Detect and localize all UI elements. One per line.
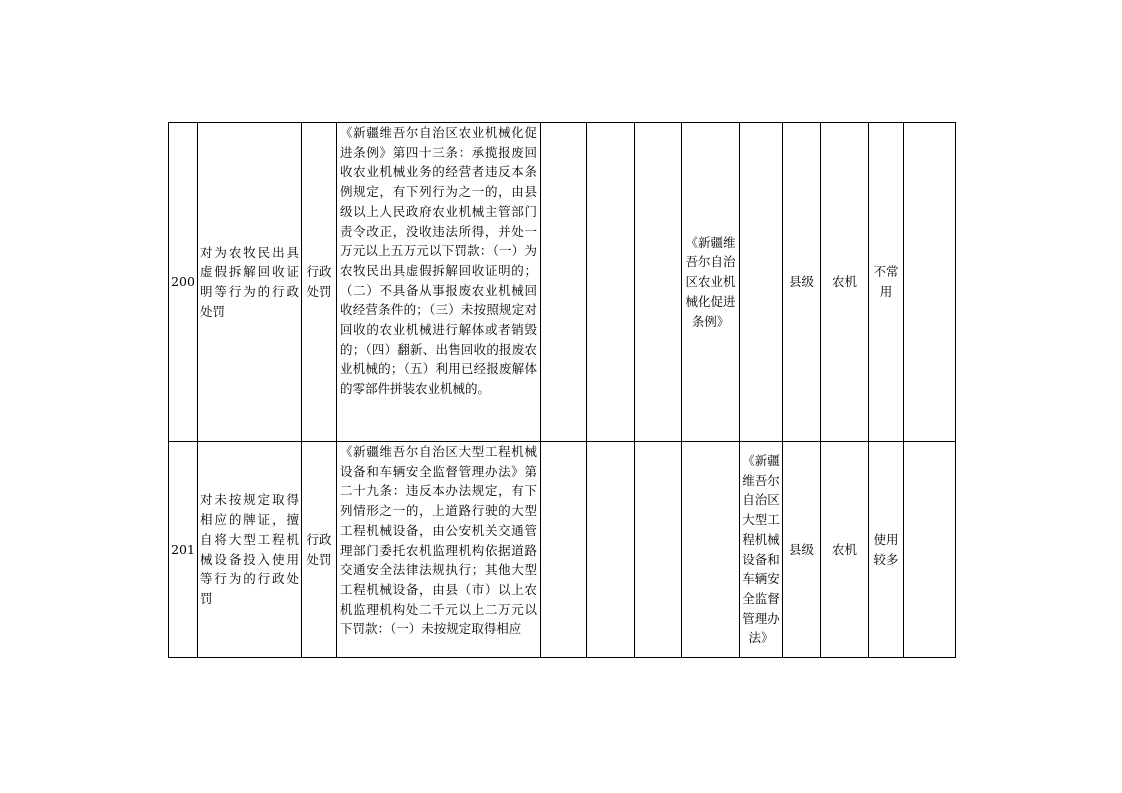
regulation-cell: 《新疆维吾尔自治区农业机械化促进条例》 [682, 123, 740, 442]
empty-cell [587, 442, 635, 658]
regulation-cell [682, 442, 740, 658]
level-cell: 县级 [783, 442, 821, 658]
empty-cell [587, 123, 635, 442]
frequency-cell: 不常用 [869, 123, 904, 442]
item-type: 行政处罚 [302, 442, 337, 658]
empty-cell [541, 442, 587, 658]
frequency-cell: 使用较多 [869, 442, 904, 658]
item-type: 行政处罚 [302, 123, 337, 442]
legal-basis-text: 《新疆维吾尔自治区农业机械化促进条例》第四十三条：承揽报废回收农业机械业务的经营者违反本条例规定，有下列行为之一的，由县级以上人民政府农业机械主管部门责令改正，没收违法所得，并处一万元以上五万元以下罚款：（一）为农牧民出具虚假拆解回收证明的；（二）不具备从事报废农业机械回收经营条件的；（三）未按照规定对回收的农业机械进行解体或者销毁的；（四）翻新、出售回收的报废农业机械的；（五）利用已经报废解体的零部件拼装农业机械的。 [340, 125, 537, 397]
law-cell: 《新疆维吾尔自治区大型工程机械设备和车辆安全监督管理办法》 [740, 442, 783, 658]
empty-cell [635, 123, 682, 442]
legal-basis [337, 442, 541, 658]
department-cell: 农机 [821, 123, 869, 442]
remark-cell [904, 442, 956, 658]
table-row [169, 442, 956, 658]
legal-basis [337, 123, 541, 442]
item-name: 对未按规定取得相应的牌证，擅自将大型工程机械设备投入使用等行为的行政处罚 [198, 442, 302, 658]
remark-cell [904, 123, 956, 442]
level-cell: 县级 [783, 123, 821, 442]
department-cell: 农机 [821, 442, 869, 658]
law-cell [740, 123, 783, 442]
item-number: 200 [169, 123, 198, 442]
item-table [168, 122, 956, 658]
empty-cell [541, 123, 587, 442]
table-row [169, 123, 956, 442]
legal-basis-text: 《新疆维吾尔自治区大型工程机械设备和车辆安全监督管理办法》第二十九条：违反本办法规定，有下列情形之一的，上道路行驶的大型工程机械设备，由公安机关交通管理部门委托农机监理机构依据道路交通安全法律法规执行；其他大型工程机械设备，由县（市）以上农机监理机构处二千元以上二万元以下罚款：（一）未按规定取得相应 [340, 444, 537, 637]
empty-cell [635, 442, 682, 658]
item-name: 对为农牧民出具虚假拆解回收证明等行为的行政处罚 [198, 123, 302, 442]
item-number: 201 [169, 442, 198, 658]
